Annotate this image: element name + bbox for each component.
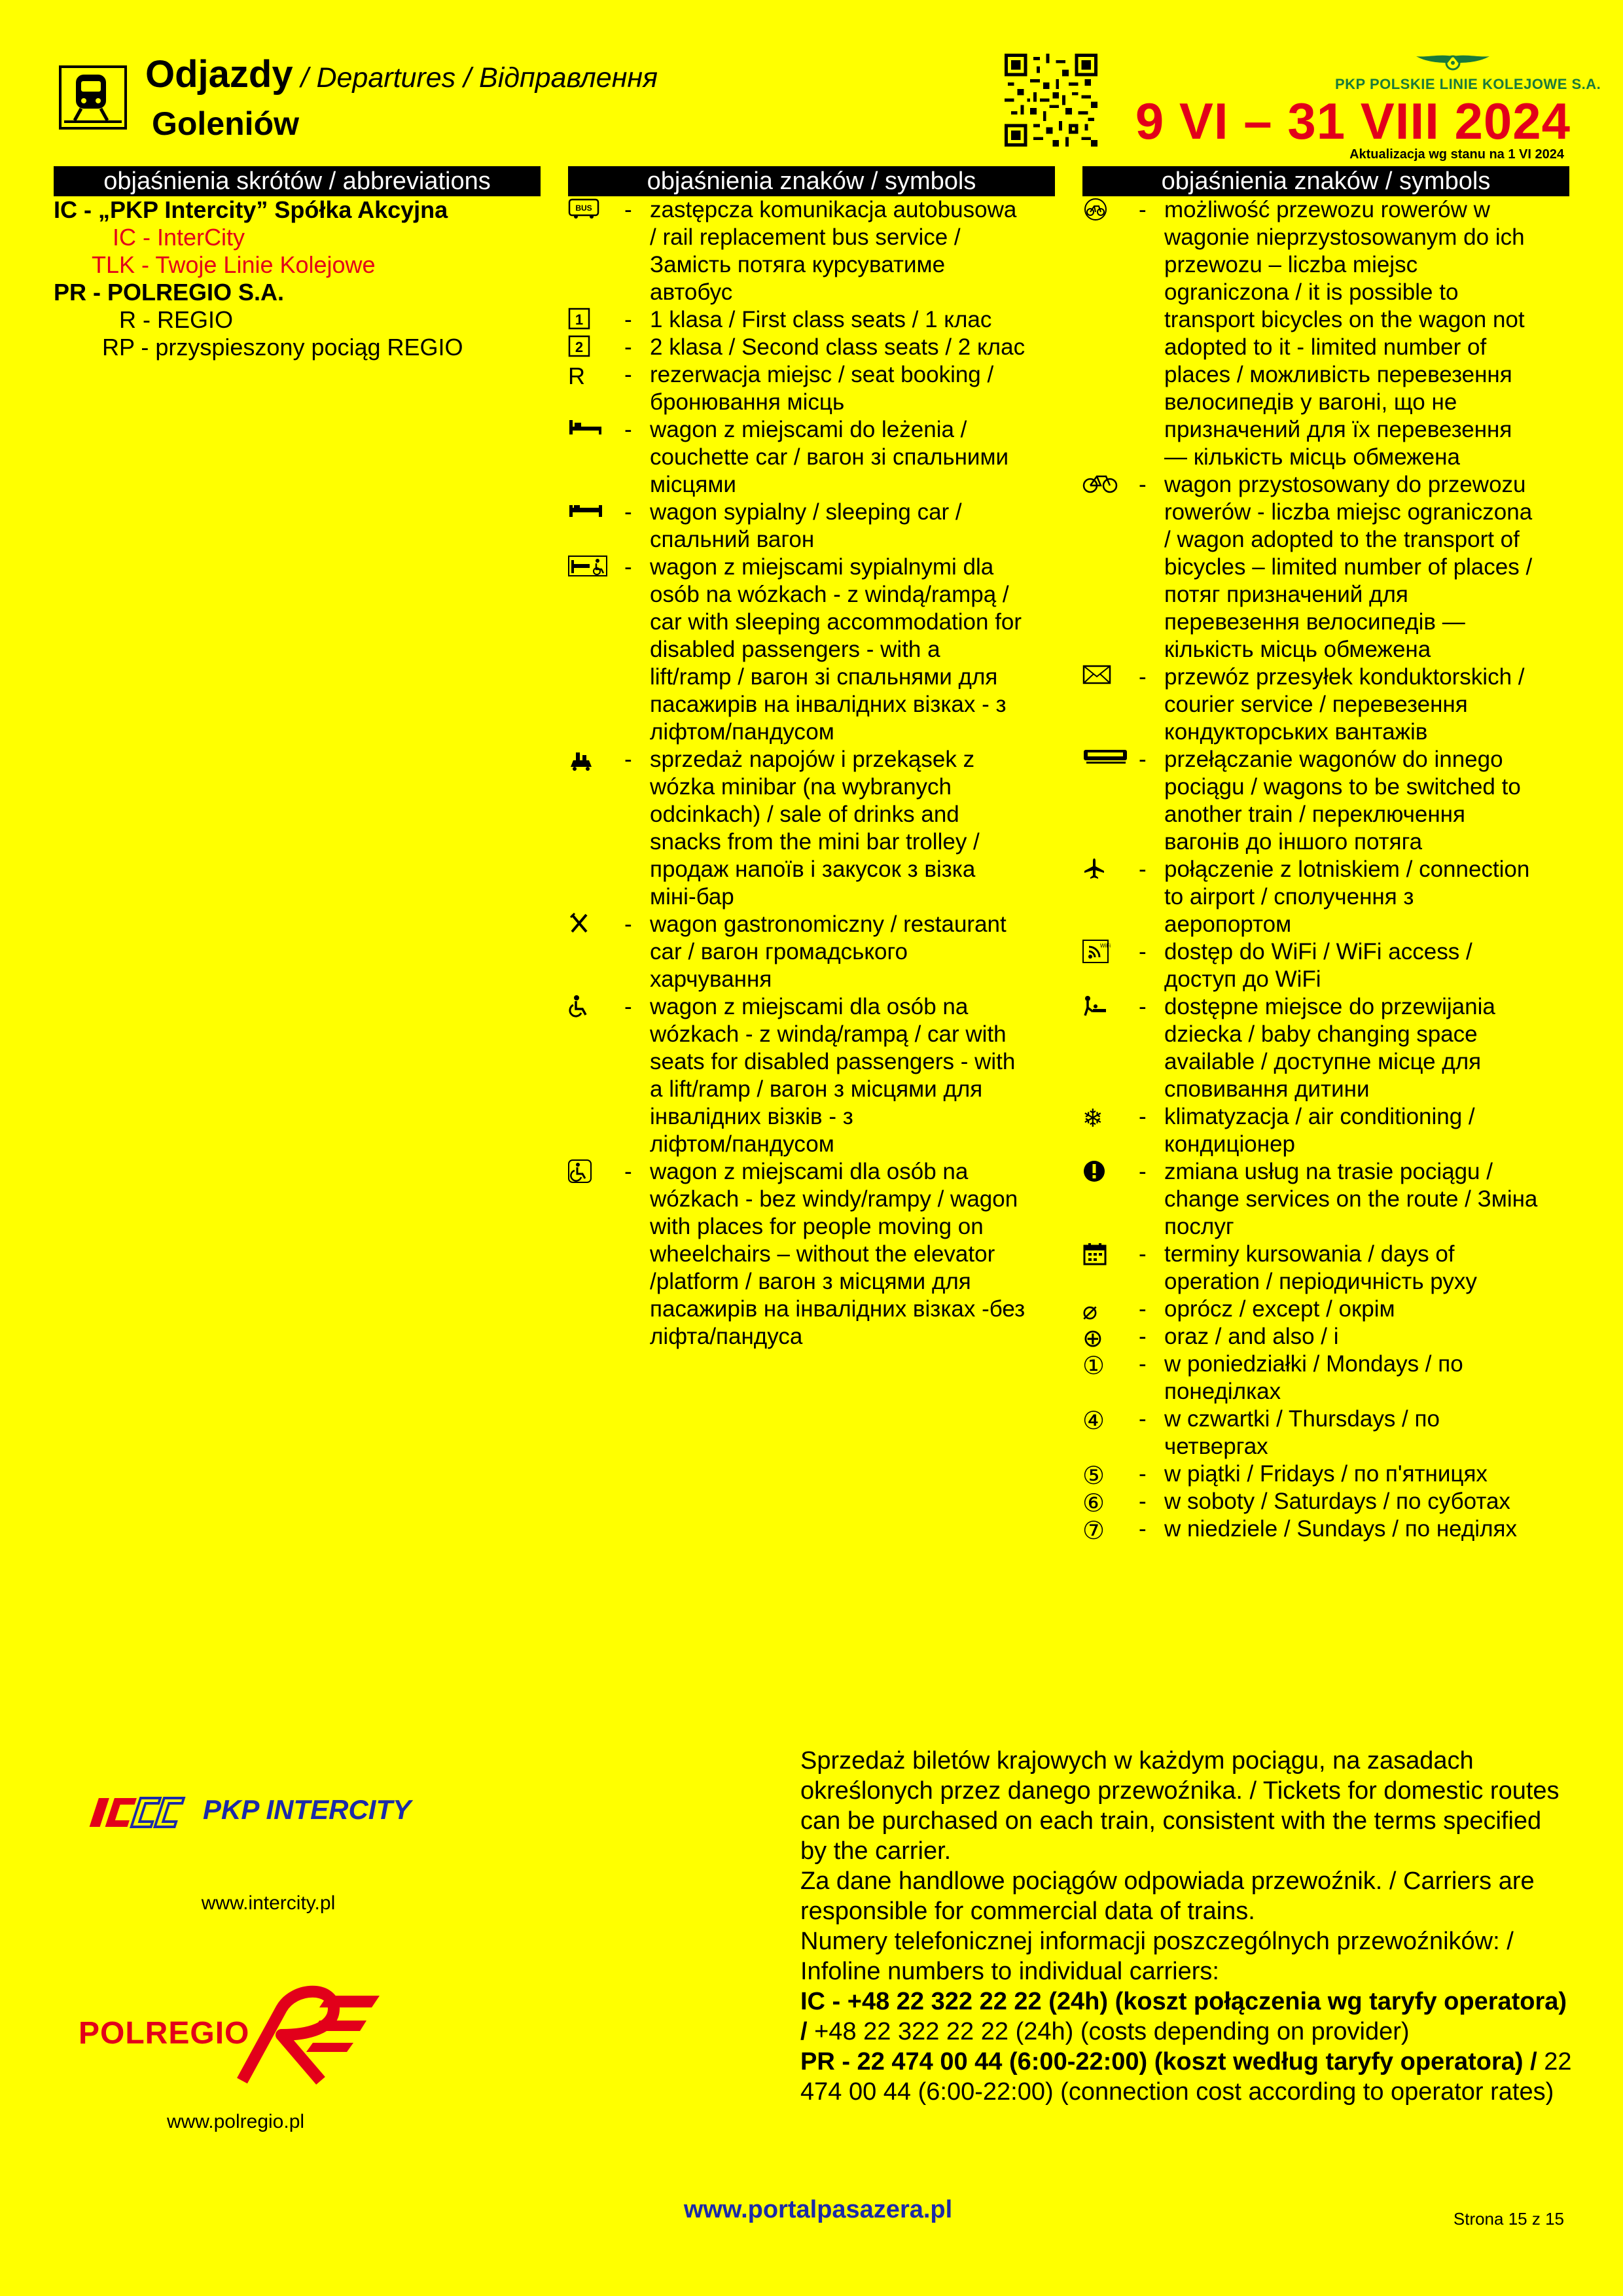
symbol-dash: - [1139, 1296, 1147, 1322]
abbr-ic [113, 224, 245, 251]
symbol-description-line: disabled passengers - with a [650, 637, 940, 662]
symbol-dash: - [1139, 664, 1147, 690]
symbol-dash: - [624, 362, 632, 387]
update-note: Aktualizacja wg stanu na 1 VI 2024 [1349, 147, 1564, 162]
wheelchair-lift-icon [568, 995, 597, 1021]
symbol-description-line: / wagon adopted to the transport of [1164, 527, 1520, 552]
accessible-sleeper-icon [568, 555, 597, 581]
saturday-icon [1082, 1489, 1111, 1515]
symbol-description-line: lift/ramp / вагон зі спальнями для [650, 664, 998, 690]
symbol-description-line: wagon gastronomiczny / restaurant [650, 911, 1007, 937]
symbol-description-line: харчування [650, 966, 772, 992]
symbol-description-line: — кількість місць обмежена [1164, 444, 1460, 470]
abbr-sep: - [135, 251, 156, 278]
except-icon-glyph: ⌀ [1082, 1296, 1097, 1325]
symbol-description-line: zmiana usług na trasie pociągu / [1164, 1159, 1493, 1184]
second-class-icon [568, 335, 597, 361]
symbol-description-line: вагонів до іншого потяга [1164, 829, 1423, 855]
symbol-dash: - [1139, 1489, 1147, 1514]
except-icon [1082, 1297, 1111, 1323]
symbol-description-line: przewóz przesyłek konduktorskich / [1164, 664, 1525, 690]
thursday-icon [1082, 1407, 1111, 1433]
sunday-icon [1082, 1517, 1111, 1543]
also-icon-glyph: ⊕ [1082, 1324, 1103, 1352]
symbol-description-line: rowerów - liczba miejsc ograniczona [1164, 499, 1533, 525]
symbol-dash: - [1139, 1516, 1147, 1542]
symbol-description-line: terminy kursowania / days of [1164, 1241, 1455, 1267]
symbol-dash: - [624, 554, 632, 580]
calendar-icon [1082, 1242, 1111, 1268]
abbr-sep: - [134, 334, 156, 361]
svg-text:2: 2 [575, 339, 584, 355]
symbol-dash: - [1139, 1159, 1147, 1184]
symbol-description-line: четвергах [1164, 1434, 1268, 1459]
symbol-description-line: wagon z miejscami do leżenia / [650, 417, 967, 442]
symbol-description-line: доступ до WiFi [1164, 966, 1321, 992]
symbol-description-line: wagon sypialny / sleeping car / [650, 499, 962, 525]
wagon-switch-icon [1082, 747, 1111, 773]
info-ic-plain: +48 22 322 22 22 (24h) (costs depending on provider) [807, 2018, 1410, 2045]
title-en: Departures [316, 62, 456, 94]
info-tickets: Sprzedaż biletów krajowych w każdym pociągu, na zasadach określonych przez danego przewoźnika. / Tickets for domestic routes can be purchased on each train, consistent with the terms specified by the carrier. [800, 1747, 1560, 1865]
symbol-description-line: dostępne miejsce do przewijania [1164, 994, 1495, 1019]
symbol-description-line: wagon z miejscami sypialnymi dla [650, 554, 994, 580]
symbol-dash: - [1139, 472, 1147, 497]
thursday-icon-glyph: ④ [1082, 1406, 1105, 1435]
info-pr-plain: 22 474 00 44 (6:00-22:00) (connection cost according to operator rates) [800, 2048, 1572, 2106]
symbol-dash: - [1139, 1351, 1147, 1377]
portal-url[interactable]: www.portalpasazera.pl [683, 2196, 953, 2223]
symbol-description-line: кондиціонер [1164, 1131, 1296, 1157]
svg-text:WiFi: WiFi [1100, 943, 1111, 949]
symbol-description-line: change services on the route / Зміна [1164, 1186, 1538, 1212]
symbol-dash: - [624, 197, 632, 222]
symbol-description-line: велосипедів у вагоні, що не [1164, 389, 1457, 415]
info-infoline-title: Numery telefonicznej informacji poszczególnych przewoźników: / Infoline numbers to individual carriers: [800, 1928, 1514, 1985]
symbol-description-line: dostęp do WiFi / WiFi access / [1164, 939, 1472, 964]
symbol-dash: - [1139, 1324, 1147, 1349]
symbol-description-line: wózkach - z windą/rampą / car with [650, 1021, 1007, 1047]
title-pl: Odjazdy [145, 53, 293, 96]
abbreviations-header: objaśnienia skrótów / abbreviations [54, 166, 541, 196]
symbol-description-line: w czwartki / Thursdays / по [1164, 1406, 1440, 1432]
pkp-plk-name: PKP POLSKIE LINIE KOLEJOWE S.A. [1335, 76, 1601, 92]
symbol-description-line: пасажирів на інвалідних візках - з [650, 692, 1007, 717]
symbol-description-line: аеропортом [1164, 911, 1292, 937]
pkp-intercity-logo [79, 1780, 445, 1845]
page-number: Strona 15 z 15 [1453, 2209, 1564, 2229]
symbol-description-line: places / можливість перевезення [1164, 362, 1512, 387]
symbol-dash: - [624, 994, 632, 1019]
page-title [145, 52, 658, 96]
symbol-description-line: 1 klasa / First class seats / 1 клас [650, 307, 992, 332]
symbol-description-line: бронювання місць [650, 389, 845, 415]
symbol-dash: - [624, 307, 632, 332]
symbol-description-line: wagon z miejscami dla osób na [650, 1159, 969, 1184]
info-pr-phone [800, 2047, 1573, 2107]
symbol-description-line: кондукторських вантажів [1164, 719, 1428, 745]
title-uk: Відправлення [479, 62, 658, 94]
symbol-description-line: / rail replacement bus service / [650, 224, 961, 250]
symbol-description-line: transport bicycles on the wagon not [1164, 307, 1525, 332]
winged-wheel-icon [1414, 52, 1492, 75]
symbol-description-line: car / вагон громадського [650, 939, 908, 964]
symbol-description-line: rezerwacja miejsc / seat booking / [650, 362, 994, 387]
bus-icon [568, 198, 597, 224]
symbol-description-line: ліфтом/пандусом [650, 719, 834, 745]
ticket-info-block [800, 1746, 1573, 2107]
abbr-code: TLK [92, 251, 135, 278]
abbr-rp [102, 334, 463, 361]
symbol-description-line: Замість потяга курсуватиме [650, 252, 946, 277]
svg-text:BUS: BUS [575, 203, 592, 213]
symbol-description-line: w soboty / Saturdays / по суботах [1164, 1489, 1510, 1514]
symbol-description-line: bicycles – limited number of places / [1164, 554, 1533, 580]
polregio-logo-text [79, 2015, 249, 2051]
friday-icon-glyph: ⑤ [1082, 1461, 1105, 1490]
abbr-r [119, 306, 233, 334]
validity-period: 9 VI – 31 VIII 2024 [1135, 92, 1571, 150]
abbr-name: przyspieszony pociąg REGIO [155, 334, 463, 361]
symbol-description-line: понеділках [1164, 1379, 1281, 1404]
abbr-code: R [119, 306, 136, 333]
info-ic-bold: IC - +48 22 322 22 22 (24h) (koszt połączenia wg taryfy operatora) / [800, 1988, 1567, 2045]
symbols-header-1: objaśnienia znaków / symbols [568, 166, 1055, 196]
symbol-description-line: to airport / сполучення з [1164, 884, 1414, 910]
symbol-description-line: wózkach - bez windy/rampy / wagon [650, 1186, 1018, 1212]
train-icon [59, 65, 127, 130]
couchette-icon [568, 417, 597, 444]
symbols-header-2: objaśnienia znaków / symbols [1082, 166, 1569, 196]
polregio-url[interactable]: www.polregio.pl [166, 2111, 305, 2132]
symbol-description-line: wagonie nieprzystosowanym do ich [1164, 224, 1525, 250]
symbol-description-line: available / доступне місце для [1164, 1049, 1482, 1074]
symbol-description-line: призначений для їх перевезення [1164, 417, 1512, 442]
abbr-code: RP [102, 334, 135, 361]
symbol-description-line: сповивання дитини [1164, 1076, 1370, 1102]
info-ic-phone [800, 1987, 1573, 2047]
symbol-description-line: w poniedziałki / Mondays / по [1164, 1351, 1463, 1377]
pkp-plk-logo [1335, 52, 1601, 93]
symbol-description-line: послуг [1164, 1214, 1234, 1239]
symbol-description-line: спальний вагон [650, 527, 815, 552]
symbol-description-line: zastępcza komunikacja autobusowa [650, 197, 1017, 222]
abbr-sep: - [136, 224, 157, 251]
snowflake-icon [1082, 1104, 1111, 1131]
polregio-logo [72, 1983, 386, 2087]
title-sep-2: / [455, 62, 480, 94]
bicycle-icon [1082, 472, 1111, 499]
exclamation-icon [1082, 1159, 1111, 1186]
symbol-description-line: wagon z miejscami dla osób na [650, 994, 969, 1019]
symbol-description-line: автобус [650, 279, 733, 305]
symbol-dash: - [624, 417, 632, 442]
intercity-url[interactable]: www.intercity.pl [201, 1892, 336, 1914]
symbol-description-line: oraz / and also / і [1164, 1324, 1339, 1349]
minibar-icon [568, 747, 597, 773]
symbol-dash: - [1139, 939, 1147, 964]
symbol-dash: - [1139, 1461, 1147, 1487]
monday-icon-glyph: ① [1082, 1351, 1105, 1380]
symbol-description-line: 2 klasa / Second class seats / 2 клас [650, 334, 1026, 360]
symbol-dash: - [1139, 857, 1147, 882]
abbr-name: Twoje Linie Kolejowe [155, 251, 376, 278]
symbol-description-line: another train / переключення [1164, 802, 1465, 827]
symbol-dash: - [624, 334, 632, 360]
intercity-logo-text: PKP INTERCITY [203, 1794, 412, 1825]
symbol-description-line: przewozu – liczba miejsc [1164, 252, 1418, 277]
symbol-dash: - [624, 1159, 632, 1184]
symbol-description-line: dziecka / baby changing space [1164, 1021, 1478, 1047]
symbol-description-line: потяг призначений для [1164, 582, 1408, 607]
svg-text:1: 1 [575, 311, 584, 328]
also-icon [1082, 1324, 1111, 1351]
symbol-description-line: klimatyzacja / air conditioning / [1164, 1104, 1475, 1129]
wheelchair-no-lift-icon [568, 1159, 597, 1186]
symbol-description-line: adopted to it - limited number of [1164, 334, 1487, 360]
symbol-description-line: перевезення велосипедів — [1164, 609, 1465, 635]
title-sep-1: / [293, 62, 317, 94]
restaurant-icon [568, 912, 597, 938]
abbr-ic-company: IC - „PKP Intercity” Spółka Akcyjna [54, 196, 448, 223]
wifi-icon [1082, 940, 1111, 966]
symbol-description-line: seats for disabled passengers - with [650, 1049, 1016, 1074]
polregio-logo-text-part: POLREGIO [79, 2016, 250, 2051]
symbol-description-line: міні-бар [650, 884, 734, 910]
symbol-description-line: sprzedaż napojów i przekąsek z [650, 747, 975, 772]
abbr-sep: - [136, 306, 157, 333]
symbol-description-line: przełączanie wagonów do innego [1164, 747, 1503, 772]
symbol-description-line: odcinkach) / sale of drinks and [650, 802, 959, 827]
symbol-dash: - [1139, 747, 1147, 772]
symbol-description-line: snacks from the mini bar trolley / [650, 829, 980, 855]
symbol-description-line: кількість місць обмежена [1164, 637, 1431, 662]
symbol-description-line: інвалідних візків - з [650, 1104, 853, 1129]
monday-icon [1082, 1352, 1111, 1378]
symbol-description-line: пасажирів на інвалідних візках -без [650, 1296, 1026, 1322]
symbol-description-line: możliwość przewozu rowerów w [1164, 197, 1490, 222]
symbol-description-line: /platform / вагон з місцями для [650, 1269, 971, 1294]
station-name: Goleniów [152, 105, 299, 142]
symbol-description-line: ograniczona / it is possible to [1164, 279, 1459, 305]
reservation-glyph: R [568, 362, 585, 389]
symbol-description-line: w piątki / Fridays / по п'ятницях [1164, 1461, 1488, 1487]
symbol-description-line: połączenie z lotniskiem / connection [1164, 857, 1530, 882]
symbol-dash: - [624, 747, 632, 772]
symbol-dash: - [1139, 1104, 1147, 1129]
symbol-dash: - [1139, 994, 1147, 1019]
snowflake-icon-glyph: ❄ [1082, 1104, 1103, 1133]
symbol-description-line: wheelchairs – without the elevator [650, 1241, 995, 1267]
symbol-dash: - [1139, 1406, 1147, 1432]
symbol-dash: - [624, 911, 632, 937]
info-carriers: Za dane handlowe pociągów odpowiada przewoźnik. / Carriers are responsible for commercial data of trains. [800, 1867, 1535, 1925]
symbol-description-line: a lift/ramp / вагон з місцями для [650, 1076, 983, 1102]
saturday-icon-glyph: ⑥ [1082, 1489, 1105, 1517]
symbol-description-line: wózka minibar (na wybranych [650, 774, 952, 800]
qr-code[interactable] [1005, 54, 1097, 147]
info-pr-bold: PR - 22 474 00 44 (6:00-22:00) (koszt według taryfy operatora) / [800, 2048, 1537, 2075]
symbol-description-line: courier service / перевезення [1164, 692, 1468, 717]
symbol-dash: - [1139, 197, 1147, 222]
abbr-pr-company: PR - POLREGIO S.A. [54, 279, 285, 306]
sunday-icon-glyph: ⑦ [1082, 1516, 1105, 1545]
abbr-code: IC [113, 224, 136, 251]
abbr-name: REGIO [157, 306, 234, 333]
airplane-icon [1082, 857, 1111, 883]
symbol-description-line: car with sleeping accommodation for [650, 609, 1022, 635]
symbol-description-line: with places for people moving on [650, 1214, 984, 1239]
reservation-icon [568, 362, 597, 389]
symbol-description-line: ліфта/пандуса [650, 1324, 803, 1349]
baby-changing-icon [1082, 995, 1111, 1021]
symbol-description-line: oprócz / except / окрім [1164, 1296, 1395, 1322]
symbol-description-line: operation / періодичність руху [1164, 1269, 1477, 1294]
abbr-tlk [92, 251, 376, 279]
friday-icon [1082, 1462, 1111, 1488]
symbol-description-line: pociągu / wagons to be switched to [1164, 774, 1521, 800]
bicycle-limited-icon [1082, 198, 1111, 224]
symbol-description-line: продаж напоїв і закусок з візка [650, 857, 976, 882]
symbol-description-line: couchette car / вагон зі спальними [650, 444, 1009, 470]
envelope-icon [1082, 665, 1111, 691]
symbol-dash: - [624, 499, 632, 525]
symbol-description-line: w niedziele / Sundays / по неділях [1164, 1516, 1517, 1542]
first-class-icon [568, 308, 597, 334]
symbol-description-line: osób na wózkach - z windą/rampą / [650, 582, 1009, 607]
sleeping-car-icon [568, 500, 597, 526]
symbol-description-line: wagon przystosowany do przewozu [1164, 472, 1526, 497]
symbol-dash: - [1139, 1241, 1147, 1267]
abbr-name: InterCity [157, 224, 245, 251]
symbol-description-line: ліфтом/пандусом [650, 1131, 834, 1157]
symbol-description-line: місцями [650, 472, 736, 497]
